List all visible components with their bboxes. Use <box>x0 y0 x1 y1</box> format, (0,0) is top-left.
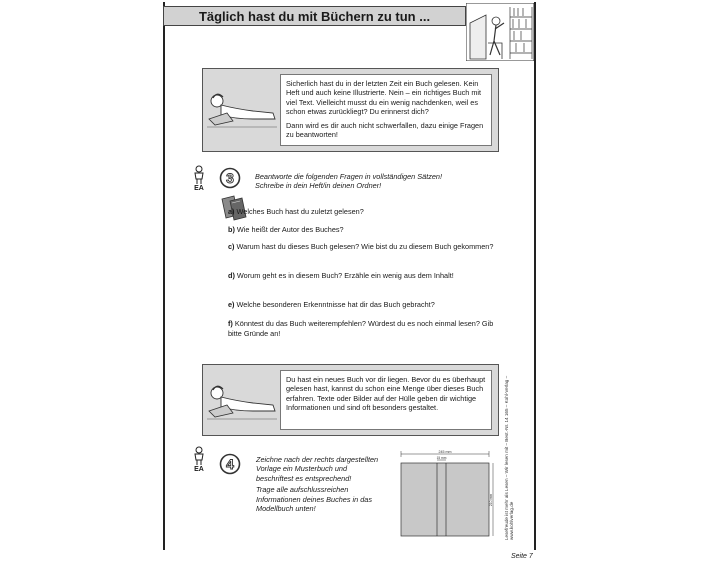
book-cover-template-diagram <box>397 448 495 538</box>
ea-label: EA <box>194 185 204 192</box>
intro-info-box <box>202 68 499 152</box>
intro-paragraph-2: Dann wird es dir auch nicht schwerfallen, dazu einige Fragen zu beantworten! <box>286 120 484 140</box>
cover-paragraph: Du hast ein neues Buch vor dir liegen. Bevor du es überhaupt gelesen hast, kannst du schon eine Menge über dieses Buch erfahren. Texte oder Bilder auf der Hülle geben dir wichtige Informationen und sind oft besonders gestaltet. <box>286 375 486 413</box>
reading-child-illustration <box>207 381 279 421</box>
intro-text-panel <box>280 74 492 146</box>
task-3-number-badge <box>219 167 241 189</box>
task-4-number-badge <box>219 453 241 475</box>
page-number: Seite 7 <box>511 553 533 560</box>
intro-paragraph-1: Sicherlich hast du in der letzten Zeit ein Buch gelesen. Kein Heft und auch keine Illustrierte. Nein – ein richtiges Buch mit viel Text. Vielleicht musst du ein wenig nachdenken, weil es schon etwas zurückliegt? Du erinnerst dich? <box>286 79 482 117</box>
task-3-number: 3 <box>226 170 234 186</box>
cover-text-panel <box>280 370 492 430</box>
person-icon <box>193 165 205 185</box>
question-b <box>228 225 506 235</box>
question-text: Welche besonderen Erkenntnisse hat dir das Buch gebracht? <box>236 300 435 309</box>
question-f <box>228 319 498 339</box>
book-cover-rectangle <box>401 463 489 536</box>
question-d <box>228 271 498 281</box>
question-letter: a) <box>228 207 235 216</box>
question-letter: e) <box>228 300 235 309</box>
individual-work-marker <box>188 165 210 192</box>
width-dimension-label: 245 mm <box>438 450 452 454</box>
individual-work-marker <box>188 446 210 473</box>
library-corner-illustration <box>466 3 534 61</box>
question-text: Warum hast du dieses Buch gelesen? Wie bist du zu diesem Buch gekommen? <box>236 242 494 251</box>
task-3-instructions <box>255 172 505 191</box>
spine-dimension-label: 15 mm <box>436 456 447 460</box>
page-title-text: Täglich hast du mit Büchern zu tun ... <box>198 8 431 24</box>
task-4-instructions <box>256 455 386 513</box>
task-3-instruction-line-2: Schreibe in dein Heft/in deinen Ordner! <box>255 181 382 191</box>
question-letter: c) <box>228 242 235 251</box>
question-text: Welches Buch hast du zuletzt gelesen? <box>236 207 364 216</box>
question-letter: f) <box>228 319 233 328</box>
question-e <box>228 300 506 310</box>
person-icon <box>193 446 205 466</box>
question-letter: d) <box>228 271 235 280</box>
question-c <box>228 242 498 252</box>
question-a <box>228 207 506 217</box>
task-4-number: 4 <box>226 456 234 472</box>
cover-info-box <box>202 364 499 436</box>
task-3-instruction-line-1: Beantworte die folgenden Fragen in vollständigen Sätzen! <box>255 172 443 181</box>
ea-label: EA <box>194 466 204 473</box>
question-text: Worum geht es in diesem Buch? Erzähle ein wenig aus dem Inhalt! <box>236 271 454 280</box>
height-dimension-label: 210 mm <box>489 493 493 507</box>
publisher-side-caption: Lesefreude ist mehr als Lesen – Wir lesen mit – Best.-Nr. 14 165 – Kohl-Verlag – www.kohlverlag.de <box>504 375 515 540</box>
page-title <box>163 6 466 26</box>
question-letter: b) <box>228 225 235 234</box>
question-text: Wie heißt der Autor des Buches? <box>236 225 344 234</box>
question-text: Könntest du das Buch weiterempfehlen? Würdest du es noch einmal lesen? Gib bitte Gründe an! <box>228 319 494 338</box>
task-4-instruction-2: Trage alle aufschlussreichen Informationen deines Buches in das Modellbuch unten! <box>256 485 373 514</box>
reading-child-illustration <box>207 89 279 129</box>
task-4-instruction-1: Zeichne nach der rechts dargestellten Vorlage ein Musterbuch und beschriftest es entsprechend! <box>256 455 379 483</box>
